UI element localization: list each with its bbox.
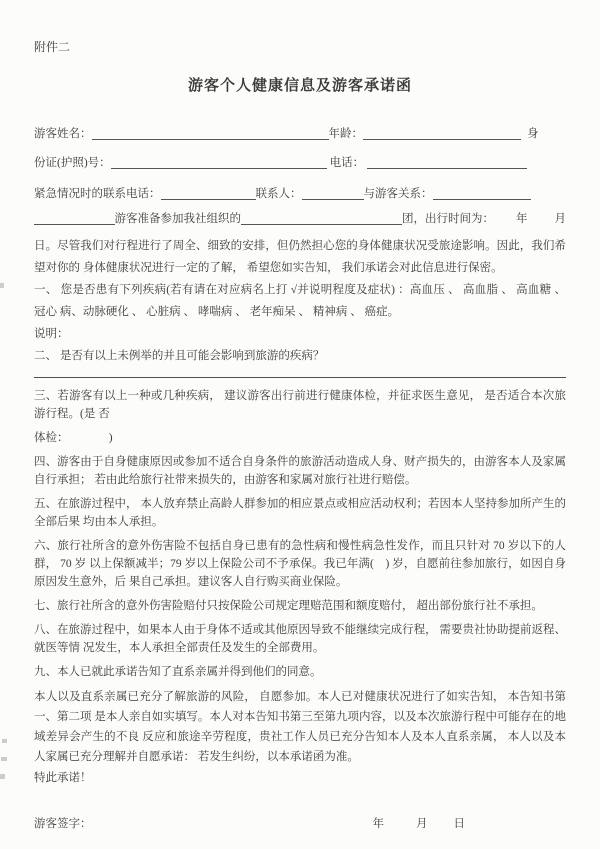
term-9: 九、本人已就此承诺告知了直系亲属并得到他们的同意。: [34, 666, 322, 678]
tour-name-blank: [241, 212, 402, 225]
contact-person-blank: [302, 187, 364, 200]
signature-label: 游客签字：: [34, 818, 92, 830]
term-5: 五、在旅游过程中， 本人放弃禁止高龄人群参加的相应景点或相应活动权利；若因本人坚持参加所产生的全部后果 均由本人承担。: [34, 498, 566, 528]
relation-blank: [433, 187, 531, 200]
phone-field-blank: [367, 156, 527, 169]
tourist-name-blank: [34, 212, 115, 225]
name-field-blank: [92, 127, 329, 140]
scan-artifact: [0, 774, 5, 779]
id-overflow-char: 身: [527, 128, 539, 140]
term-3-line1: 三、若游客有以上一种或几种疾病， 建议游客出行前进行健康体检，并征求医生意见， 是否适合本次旅游行程。(是 否: [34, 390, 566, 420]
attachment-label: 附件二: [34, 40, 71, 54]
tour-lead-label: 游客准备参加我社组织的: [114, 213, 241, 225]
term-3-line2: 体检： ): [34, 432, 113, 444]
explain-label: 说明：: [34, 328, 69, 340]
term-4: 四、游客由于自身健康原因或参加不适合自身条件的旅游活动造成人身、财产损失的，由游客本人及家属自行承担； 若由此给旅行社带来损失的，由游客和家属对旅行社进行赔偿。: [34, 456, 566, 486]
emergency-contact-row: [34, 185, 566, 201]
id-label: 份证(护照)号：: [34, 157, 111, 169]
promise-statement: 特此承诺！: [34, 772, 92, 784]
age-field-blank: [363, 127, 521, 140]
form-row-id-phone: [34, 154, 566, 170]
contact-person-label: 联系人：: [255, 188, 302, 200]
age-label: 年龄：: [328, 128, 363, 140]
relation-label: 与游客关系：: [363, 188, 433, 200]
emergency-contact-section: [34, 185, 566, 279]
page-title: 游客个人健康信息及游客承诺函: [187, 78, 412, 94]
emergency-phone-label: 紧急情况时的联系电话：: [34, 188, 161, 200]
tour-year-label: 年: [516, 213, 528, 225]
health-question-section: [34, 279, 566, 367]
term-7: 七、旅行社所含的意外伤害险赔付只按保险公司规定理赔范围和额度赔付， 超出部份旅行社不承担。: [34, 600, 543, 612]
intro-paragraph: 日。尽管我们对行程进行了周全、细致的安排，但仍然担心您的身体健康状况受旅途影响。因此，我们希望对你的 身体健康状况进行一定的了解， 希望您如实告知， 我们承诺会对此信息进行保密。: [34, 240, 566, 274]
term-6: 六、旅行社所含的意外伤害险不包括自身已患有的急性病和慢性病急性发作，而且只针对 70 岁以下的人群， 70 岁 以上保额减半；79 岁以上保险公司不予承保。我已年满( ) 岁，自愿前往参加旅行，如因自身原因发生意外，后 果自己承担。建议客人自行购买商业保险。: [34, 540, 566, 588]
form-row-name-age: [34, 125, 566, 141]
phone-label: 电话：: [329, 157, 365, 169]
signature-month-label: 月: [416, 818, 428, 830]
signature-row: [34, 815, 566, 831]
name-label: 游客姓名：: [34, 128, 92, 140]
section-divider-line: [34, 377, 566, 378]
tour-tail-label: 团，出行时间为：: [402, 213, 494, 225]
scan-artifact: [1, 757, 7, 761]
emergency-phone-blank: [161, 187, 256, 200]
signature-date: [92, 815, 466, 831]
scan-artifact: [0, 283, 4, 288]
health-item-1: 一、 您是否患有下列疾病(若有请在对应病名上打 √并说明程度及症状) ：高血压 、 高血脂 、 高血糖 、 冠心 病、动脉硬化 、 心脏病 、 哮喘病 、 老年痴呆 、 精神病 、 癌症。: [34, 284, 566, 318]
closing-paragraph: 本人以及直系亲属已充分了解旅游的风险， 自愿参加。本人已对健康状况进行了如实告知， 本告知书第一、第二项 是本人亲自如实填写。本人对本告知书第三至第九项内容，以及本次旅游行程中可能存在的地域差异会产生的不良 反应和旅途辛劳程度，贵社工作人员已充分告知本人及本人直系亲属， 本人以及本人家属已充分理解并自愿承诺： 若发生纠纷，以本承诺函为准。: [34, 691, 566, 763]
signature-year-label: 年: [372, 818, 384, 830]
id-field-blank: [111, 156, 327, 169]
term-8: 八、在旅游过程中，如果本人由于身体不适或其他原因导致不能继续完成行程， 需要贵社协助提前返程、就医等情 况发生，本人承担全部责任及发生的全部费用。: [34, 624, 566, 654]
scan-artifact: [2, 739, 7, 743]
terms-section: [34, 387, 566, 681]
signature-day-label: 日: [453, 818, 465, 830]
tourist-info-form: [34, 125, 566, 170]
tour-info-row: [34, 210, 566, 226]
health-item-2: 二、 是否有以上未例举的并且可能会影响到旅游的疾病？: [34, 350, 325, 362]
tour-month-label: 月: [554, 213, 566, 225]
